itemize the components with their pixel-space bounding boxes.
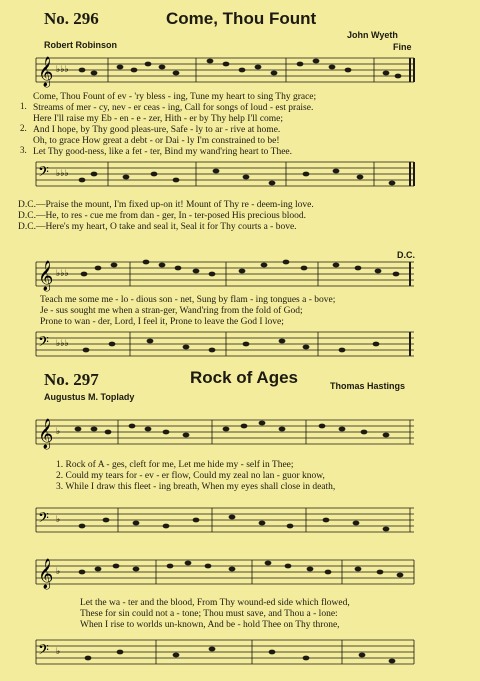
lyricist: Robert Robinson [44, 40, 117, 50]
staff-bass [36, 162, 416, 192]
composer: Thomas Hastings [330, 381, 406, 391]
svg-text:♭♭♭: ♭♭♭ [56, 339, 69, 349]
staff-treble [36, 58, 416, 92]
staff-bass [36, 508, 416, 538]
hymn-title: Rock of Ages [190, 368, 299, 387]
lyric-line: And I hope, by Thy good pleas-ure, Safe - ly to ar - rive at home. [33, 125, 281, 135]
lyric-line: Oh, to grace How great a debt - or Dai - ly I'm constrained to be! [33, 136, 280, 146]
lyric-line: Teach me some me - lo - dious son - net, Sung by flam - ing tongues a - bove; [40, 295, 336, 305]
svg-text:♭: ♭ [56, 515, 61, 525]
lyric-line: Here I'll raise my Eb - en - e - zer, Hith - er by Thy help I'll come; [33, 114, 284, 124]
lyric-line: 3. While I draw this fleet - ing breath, When my eyes shall close in death, [56, 482, 336, 492]
lyric-line: 1. Rock of A - ges, cleft for me, Let me hide my - self in Thee; [56, 460, 294, 470]
hymn-title: Come, Thou Fount [166, 9, 317, 28]
dc-line: D.C.—He, to res - cue me from dan - ger, In - ter-posed His precious blood. [18, 211, 307, 221]
lyrics-297-a [56, 460, 335, 493]
lyric-line: Come, Thou Fount of ev - 'ry bless - ing, Tune my heart to sing Thy grace; [33, 92, 317, 102]
verse-number: 1. [20, 101, 27, 111]
lyric-line: Let Thy good-ness, like a fet - ter, Bind my wand'ring heart to Thee. [33, 147, 292, 157]
svg-text:𝄞: 𝄞 [38, 419, 54, 449]
lyric-line: When I rise to worlds un-known, And be - hold Thee on Thy throne, [80, 620, 340, 630]
staff-treble [36, 262, 416, 292]
svg-text:𝄢: 𝄢 [38, 642, 49, 662]
svg-text:♭♭♭: ♭♭♭ [56, 65, 69, 75]
verse-number: 3. [20, 145, 27, 155]
svg-text:♭: ♭ [56, 647, 61, 657]
lyricist: Augustus M. Toplady [44, 392, 135, 402]
fine-marking: Fine [393, 42, 412, 52]
lyric-line: 2. Could my tears for - ev - er flow, Could my zeal no lan - guor know, [56, 471, 325, 481]
dc-lyrics [18, 200, 314, 233]
lyric-line: Streams of mer - cy, nev - er ceas - ing, Call for songs of loud - est praise. [33, 103, 314, 113]
staff-bass [36, 332, 416, 362]
lyric-line: Prone to wan - der, Lord, I feel it, Prone to leave the God I love; [40, 317, 284, 327]
staff-bass [36, 640, 416, 670]
composer: John Wyeth [347, 30, 398, 40]
hymn-number: No. 296 [44, 9, 99, 28]
svg-text:𝄢: 𝄢 [38, 334, 49, 354]
lyrics-296-a [33, 92, 316, 158]
svg-text:♭♭♭: ♭♭♭ [56, 269, 69, 279]
staff-treble [36, 420, 416, 450]
svg-text:♭: ♭ [56, 567, 61, 577]
hymn-number: No. 297 [44, 370, 99, 389]
svg-text:𝄞: 𝄞 [38, 261, 54, 291]
lyrics-296-b [40, 295, 335, 328]
svg-text:𝄞: 𝄞 [38, 559, 54, 589]
dc-line: D.C.—Praise the mount, I'm fixed up-on it! Mount of Thy re - deem-ing love. [18, 200, 314, 210]
svg-text:𝄞: 𝄞 [38, 57, 54, 87]
lyrics-297-b [80, 598, 350, 631]
svg-text:𝄢: 𝄢 [38, 510, 49, 530]
verse-number: 2. [20, 123, 27, 133]
svg-text:♭♭♭: ♭♭♭ [56, 169, 69, 179]
verse-numbers [20, 95, 27, 161]
dc-line: D.C.—Here's my heart, O take and seal it, Seal it for Thy courts a - bove. [18, 222, 297, 232]
svg-text:♭: ♭ [56, 427, 61, 437]
lyric-line: Let the wa - ter and the blood, From Thy wound-ed side which flowed, [80, 598, 350, 608]
dc-marking: D.C. [397, 250, 415, 260]
lyric-line: Je - sus sought me when a stran-ger, Wand'ring from the fold of God; [40, 306, 303, 316]
svg-text:𝄢: 𝄢 [38, 164, 49, 184]
staff-treble [36, 560, 416, 590]
lyric-line: These for sin could not a - tone; Thou must save, and Thou a - lone: [80, 609, 338, 619]
